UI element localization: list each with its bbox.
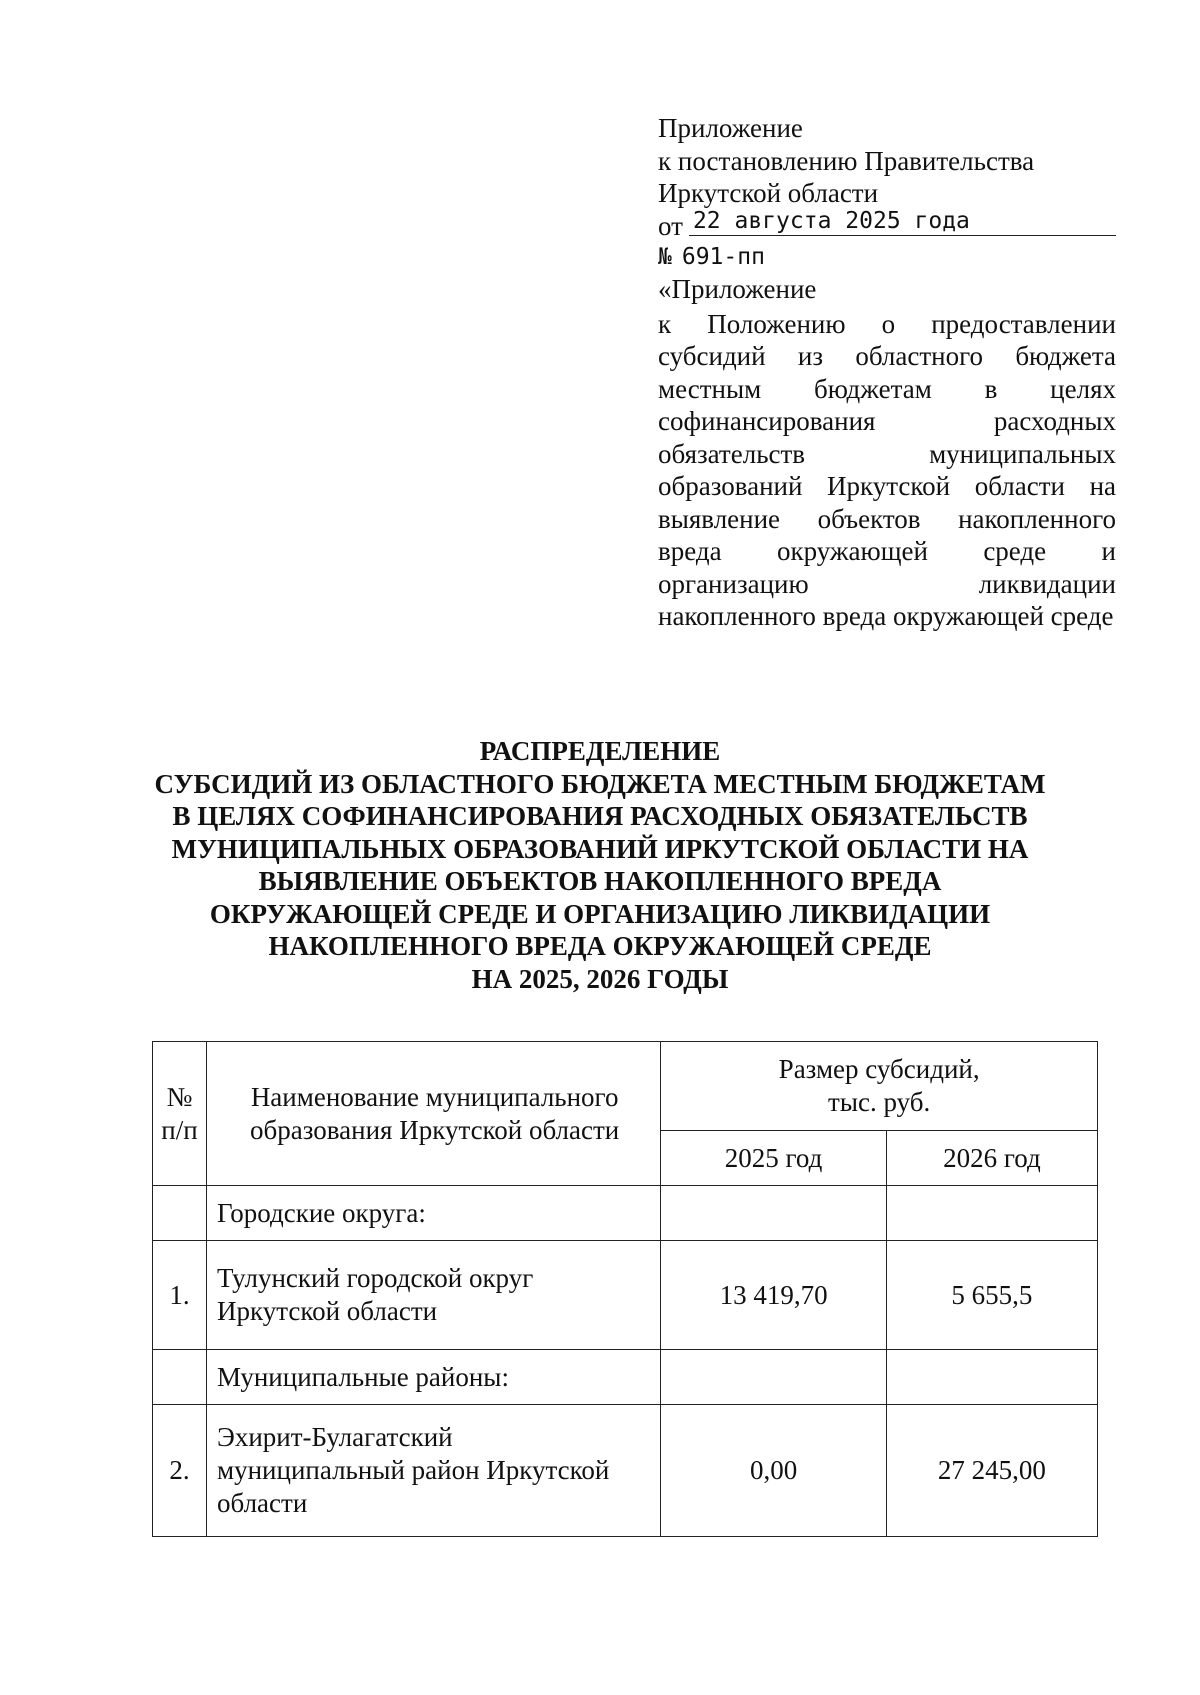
header-subsidy-group — [661, 1042, 1098, 1131]
header-name-cell — [207, 1042, 661, 1186]
table-row — [153, 1405, 1098, 1537]
row-value-2026 — [886, 1350, 1097, 1405]
appendix-number-row — [658, 242, 1116, 273]
title-line: ВЫЯВЛЕНИЕ ОБЪЕКТОВ НАКОПЛЕННОГО ВРЕДА — [258, 866, 942, 896]
title-line: В ЦЕЛЯХ СОФИНАНСИРОВАНИЯ РАСХОДНЫХ ОБЯЗАТЕЛЬСТВ — [172, 801, 1028, 831]
header-name-line: образования Иркутской области — [250, 1114, 620, 1145]
row-name-line: области — [217, 1488, 308, 1518]
header-year-2025: 2025 год — [661, 1131, 887, 1186]
title-line: СУБСИДИЙ ИЗ ОБЛАСТНОГО БЮДЖЕТА МЕСТНЫМ БЮДЖЕТАМ — [154, 768, 1046, 799]
header-num-line: № — [166, 1081, 193, 1112]
row-num — [153, 1350, 207, 1405]
row-value-2026: 27 245,00 — [886, 1405, 1097, 1537]
sub-appendix-label: «Приложение — [658, 274, 817, 304]
title-line: ОКРУЖАЮЩЕЙ СРЕДЕ И ОРГАНИЗАЦИЮ ЛИКВИДАЦИИ — [209, 898, 991, 929]
appendix-label: Приложение — [658, 113, 803, 143]
appendix-number-value: 691-пп — [681, 244, 765, 270]
appendix-date-value: 22 августа 2025 года — [689, 207, 1116, 236]
row-name-line: Тулунский городской округ — [217, 1263, 534, 1293]
row-name: Муниципальные районы: — [207, 1350, 661, 1405]
title-line: НА 2025, 2026 ГОДЫ — [471, 963, 729, 994]
table-row — [153, 1241, 1098, 1350]
row-value-2025: 13 419,70 — [661, 1241, 887, 1350]
row-value-2026: 5 655,5 — [886, 1241, 1097, 1350]
appendix-date-prefix: от — [658, 210, 683, 241]
row-name — [207, 1241, 661, 1350]
row-num: 1. — [153, 1241, 207, 1350]
header-year-2026: 2026 год — [886, 1131, 1097, 1186]
row-value-2025: 0,00 — [661, 1405, 887, 1537]
header-num-cell — [153, 1042, 207, 1186]
title-line: НАКОПЛЕННОГО ВРЕДА ОКРУЖАЮЩЕЙ СРЕДЕ — [268, 931, 932, 961]
row-value-2025 — [661, 1350, 887, 1405]
row-num: 2. — [153, 1405, 207, 1537]
row-num — [153, 1186, 207, 1241]
appendix-date-row — [658, 210, 1116, 243]
row-name-line: муниципальный район Иркутской — [217, 1455, 610, 1485]
subsidy-table — [152, 1041, 1098, 1537]
row-name — [207, 1405, 661, 1537]
row-value-2025 — [661, 1186, 887, 1241]
header-group-line: Размер субсидий, — [778, 1054, 980, 1084]
row-name-line: Иркутской области — [217, 1296, 438, 1326]
appendix-region: Иркутской области — [658, 178, 879, 208]
table-row — [153, 1186, 1098, 1241]
appendix-decree-ref: к постановлению Правительства — [658, 145, 1035, 176]
sub-appendix-text: к Положению о предоставлении субсидий из областного бюджета местным бюджетам в целях софинансирования расходных обязательств муниципальных образований Иркутской области на выявление объектов накопленного вреда окружающей среде и организацию ликвидации накопленного вреда окружающей среде — [658, 308, 1116, 631]
header-num-line: п/п — [161, 1114, 198, 1145]
row-name-line: Эхирит-Булагатский — [217, 1422, 453, 1452]
table-header-row — [153, 1042, 1098, 1131]
row-name: Городские округа: — [207, 1186, 661, 1241]
table-row — [153, 1350, 1098, 1405]
document-title — [150, 735, 1050, 995]
appendix-number-prefix: № — [658, 244, 672, 270]
title-line: МУНИЦИПАЛЬНЫХ ОБРАЗОВАНИЙ ИРКУТСКОЙ ОБЛАСТИ НА — [171, 833, 1029, 864]
title-line: РАСПРЕДЕЛЕНИЕ — [479, 736, 721, 766]
header-group-line: тыс. руб. — [828, 1087, 931, 1117]
header-name-line: Наименование муниципального — [250, 1081, 619, 1112]
row-value-2026 — [886, 1186, 1097, 1241]
appendix-block — [658, 112, 1116, 633]
